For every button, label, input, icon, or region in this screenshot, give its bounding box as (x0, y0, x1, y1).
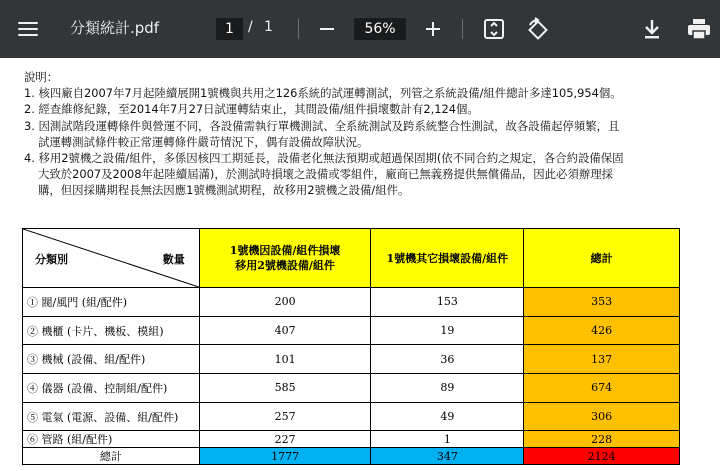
table-row (23, 431, 680, 448)
header-moved-line1: 1號機因設備/組件損壞 (229, 244, 341, 257)
note-line: 購，但因採購期程長無法因應1號機測試期程，故移用2號機之設備/組件。 (38, 183, 410, 198)
row-other: 36 (371, 345, 524, 374)
table-row (23, 316, 680, 345)
row-category: ② 機櫃 (卡片、機板、模組) (23, 316, 200, 345)
print-icon[interactable] (686, 17, 712, 41)
grand-total: 2124 (524, 448, 680, 465)
toolbar-divider (462, 19, 463, 39)
note-line: 大致於2007及2008年起陸續屆滿)，於測試時損壞之設備或零組件，廠商已無義務提供無償備品，因此必須辦理採 (38, 167, 614, 182)
row-other: 1 (371, 431, 524, 448)
zoom-level-input[interactable]: 56% (354, 18, 406, 40)
corner-label-quantity: 數量 (162, 253, 185, 266)
header-other-damaged: 1號機其它損壞設備/組件 (371, 229, 524, 288)
notes-heading: 說明： (24, 70, 59, 84)
note-line: 3. 因測試階段運轉條件與營運不同，各設備需執行單機測試、全系統測試及跨系統整合性測試，故各設備起停頻繁，且 (24, 118, 620, 133)
row-other: 49 (371, 402, 524, 431)
row-moved: 200 (199, 288, 371, 317)
table-total-row (23, 448, 680, 465)
table-row (23, 402, 680, 431)
row-moved: 257 (199, 402, 371, 431)
table-corner-cell (23, 229, 200, 288)
corner-label-category: 分類別 (35, 253, 68, 266)
row-other: 19 (371, 316, 524, 345)
header-total: 總計 (524, 229, 680, 288)
table-header-row (23, 229, 680, 288)
download-icon[interactable] (640, 17, 664, 41)
total-other: 347 (371, 448, 524, 465)
table-row (23, 345, 680, 374)
pdf-page (0, 58, 720, 471)
toolbar-divider (298, 19, 299, 39)
total-label: 總計 (23, 448, 200, 465)
fit-page-icon[interactable] (482, 17, 506, 41)
row-category: ⑤ 電氣 (電源、設備、組/配件) (23, 402, 200, 431)
header-moved-line2: 移用2號機設備/組件 (235, 259, 335, 272)
row-total: 353 (524, 288, 680, 317)
menu-icon[interactable] (14, 15, 42, 43)
row-total: 137 (524, 345, 680, 374)
damage-stats-table (22, 228, 680, 465)
page-total: 1 (264, 19, 273, 35)
row-moved: 101 (199, 345, 371, 374)
page-separator: / (248, 19, 253, 35)
table-row (23, 288, 680, 317)
document-title: 分類統計.pdf (70, 19, 160, 37)
total-moved: 1777 (199, 448, 371, 465)
row-other: 153 (371, 288, 524, 317)
row-total: 426 (524, 316, 680, 345)
header-moved-units (199, 229, 371, 288)
table-row (23, 374, 680, 403)
minus-icon[interactable] (316, 18, 338, 40)
row-moved: 585 (199, 374, 371, 403)
row-category: ⑥ 管路 (組/配件) (23, 431, 200, 448)
note-line: 試運轉測試條件較正常運轉條件嚴苛情況下，偶有設備故障狀況。 (38, 134, 369, 149)
note-line: 1. 核四廠自2007年7月起陸續展開1號機與共用之126系統的試運轉測試，列管之系統設備/組件總計多達105,954個。 (24, 86, 622, 101)
note-line: 2. 經查維修紀錄，至2014年7月27日試運轉結束止，其間設備/組件損壞數計有2,124個。 (24, 102, 479, 117)
pdf-toolbar (0, 0, 720, 58)
row-category: ③ 機械 (設備、組/配件) (23, 345, 200, 374)
row-category: ① 閥/風門 (組/配件) (23, 288, 200, 317)
rotate-icon[interactable] (525, 17, 551, 43)
row-category: ④ 儀器 (設備、控制組/配件) (23, 374, 200, 403)
row-total: 306 (524, 402, 680, 431)
notes-section (24, 69, 714, 199)
plus-icon[interactable] (422, 18, 444, 40)
page-number-input[interactable]: 1 (216, 18, 243, 40)
row-moved: 227 (199, 431, 371, 448)
row-other: 89 (371, 374, 524, 403)
row-moved: 407 (199, 316, 371, 345)
note-line: 4. 移用2號機之設備/組件，多係因核四工期延長，設備老化無法預期或超過保固期(依不同合約之規定，各合約設備保固 (24, 151, 624, 166)
row-total: 228 (524, 431, 680, 448)
row-total: 674 (524, 374, 680, 403)
